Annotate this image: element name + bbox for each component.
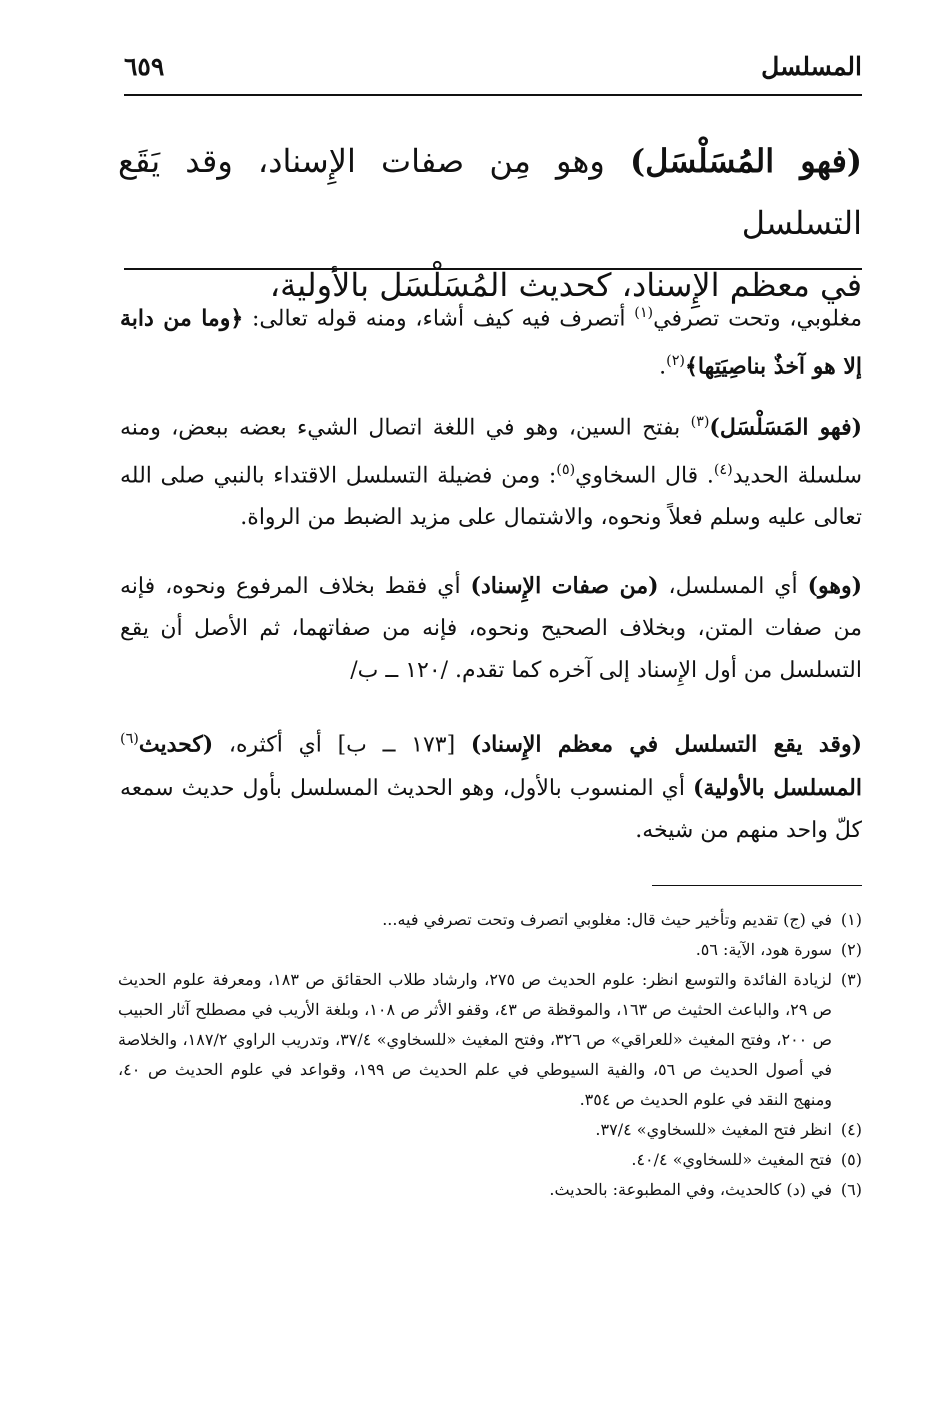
footnote-text: في (د) كالحديث، وفي المطبوعة: بالحديث. (549, 1180, 832, 1199)
matn-line-2: في معظم الإِسناد، كحديث المُسَلْسَل بالأولية، (269, 266, 862, 304)
footnote (118, 905, 862, 935)
footnote-ref: (٣) (690, 413, 710, 430)
footnote-text: فتح المغيث «للسخاوي» ٤٠/٤. (631, 1150, 832, 1169)
quoted-matn: (وقد يقع التسلسل في معظم الإِسناد) (470, 731, 862, 758)
footnote-number: (٦) (840, 1180, 862, 1199)
quoted-matn: (فهو المَسَلْسَل) (709, 413, 863, 440)
quoted-matn: (كحديث (138, 731, 214, 758)
quoted-matn: (من صفات الإِسناد) (470, 573, 659, 600)
text-run: [١٧٣ ــ ب] أي أكثره، (213, 732, 471, 758)
footnote-number: (٢) (840, 940, 862, 959)
footnote-number: (٥) (840, 1150, 862, 1169)
footnote (118, 1115, 862, 1145)
footnote-text: لزيادة الفائدة والتوسع انظر: علوم الحديث ص ٢٧٥، وارشاد طلاب الحقائق ص ١٨٣، ومعرفة علوم الحديث ص ٢٩، والباعث الحثيث ص ١٦٣، والموقظة ص ٤٣، وقفو الأثر ص ١٠٨، وبلغة الأريب في مصطلح آثار الحبيب ص ٢٠٠، وفتح المغيث «للعراقي» ص ٣٢٦، وفتح المغيث «للسخاوي» ٣٧/٤، وتدريب الراوي ١٨٧/٢، والخلاصة في أصول الحديث ص ٥٦، والفية السيوطي في علم الحديث ص ١٩٩، وقواعد في علوم الحديث ص ٤٠، ومنهج النقد في علوم الحديث ص ٣٥٤. (118, 970, 833, 1109)
running-header (124, 48, 862, 96)
text-run: . قال السخاوي (575, 463, 714, 489)
matn-line-1 (118, 130, 862, 254)
page-number: ٦٥٩ (124, 52, 165, 81)
text-run: بفتح السين، وهو في اللغة اتصال الشيء بعضه ببعض، ومنه سلسلة الحديد (120, 414, 863, 489)
commentary-paragraph-3 (120, 565, 862, 692)
commentary-text (120, 292, 862, 852)
text-run: . (659, 354, 667, 380)
quoted-matn: (وهو) (807, 573, 862, 600)
text-run: أي المسلسل، (658, 574, 808, 600)
text-run: مغلوبي، وتحت تصرفي (653, 306, 862, 332)
quoted-matn: المسلسل بالأولية) (693, 774, 862, 801)
footnote-ref: (٤) (713, 461, 733, 478)
text-run: : ومن فضيلة التسلسل الاقتداء بالنبي صلى الله تعالى عليه وسلم فعلاً ونحوه، والاشتمال على مزيد الضبط من الرواة. (120, 463, 862, 531)
footnote (118, 935, 862, 965)
footnote-text: في (ج) تقديم وتأخير حيث قال: مغلوبي اتصرف وتحت تصرفي فيه... (382, 910, 832, 929)
footnotes (118, 905, 862, 1205)
matn-divider (124, 268, 862, 270)
text-run: أي المنسوب بالأول، وهو الحديث المسلسل بأول حديث سمعه كلّ واحد منهم من شيخه. (120, 775, 862, 843)
footnote-text: انظر فتح المغيث «للسخاوي» ٣٧/٤. (595, 1120, 832, 1139)
footnote (118, 965, 862, 1115)
footnote-number: (٤) (840, 1120, 862, 1139)
text-run: أي فقط بخلاف المرفوع ونحوه، فإنه من صفات المتن، وبخلاف الصحيح ونحوه، فإنه من صفاتهما، ثم الأصل أن يقع التسلسل من أول الإِسناد إلى آخره كما تقدم. /١٢٠ ــ ب/ (120, 574, 862, 684)
footnote-number: (٣) (840, 970, 862, 989)
footnote-ref: (٥) (556, 461, 576, 478)
quran-verse: ﴿وما من دابة إلا هو آخذٌ بناصِيَتِها﴾ (120, 305, 862, 380)
commentary-paragraph-2 (120, 401, 862, 540)
footnote (118, 1175, 862, 1205)
footnote-ref: (١) (634, 305, 654, 321)
commentary-paragraph-1 (120, 292, 862, 389)
footnote-number: (١) (840, 910, 862, 929)
matn-text (118, 130, 862, 316)
header-title: المسلسل (761, 52, 862, 81)
footnote-ref: (٦) (120, 731, 139, 748)
footnote-text: سورة هود، الآية: ٥٦. (695, 940, 832, 959)
footnote (118, 1145, 862, 1175)
matn-term: (فهو المُسَلْسَل) (629, 142, 863, 180)
matn-text-run: وهو مِن صفات الإِسناد، وقد يَقَع التسلسل (118, 142, 862, 242)
text-run: أتصرف فيه كيف أشاء، ومنه قوله تعالى: (243, 306, 635, 332)
footnote-ref: (٢) (666, 353, 685, 370)
footnote-divider (652, 885, 862, 886)
commentary-paragraph-4 (120, 718, 862, 851)
